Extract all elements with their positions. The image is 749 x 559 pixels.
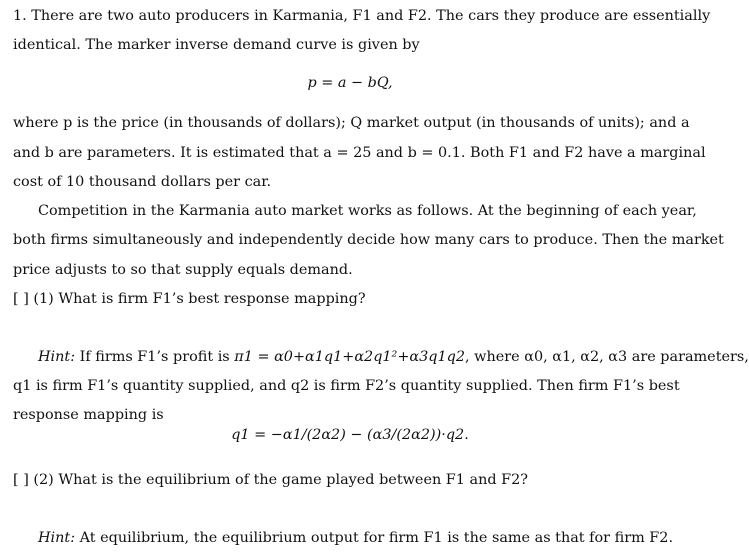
q1-line-5: cost of 10 thousand dollars per car. (13, 174, 272, 190)
hint-2-label: Hint: (38, 530, 76, 546)
hint-1-label: Hint: (38, 349, 76, 365)
q1-line-3: where p is the price (in thousands of dollars); Q market output (in thousands of units); and a (13, 115, 690, 131)
part-2-label: (2) What is the equilibrium of the game played between F1 and F2? (33, 472, 529, 488)
q1-line-2: identical. The marker inverse demand curve is given by (13, 37, 420, 53)
q1-line-4: and b are parameters. It is estimated that a = 25 and b = 0.1. Both F1 and F2 have a marginal (13, 145, 706, 161)
hint-2-text: At equilibrium, the equilibrium output for firm F1 is the same as that for firm F2. (79, 530, 674, 546)
hint-1-line-2: q1 is firm F1’s quantity supplied, and q2 is firm F2’s quantity supplied. Then firm F1’s best (13, 378, 680, 394)
part-2-question (13, 472, 528, 488)
hint-1-text-post: , where α0, α1, α2, α3 are parameters, (465, 349, 749, 365)
q1-line-1: 1. There are two auto producers in Karmania, F1 and F2. The cars they produce are essentially (13, 8, 711, 24)
paragraph-2-line-3: price adjusts to so that supply equals demand. (13, 262, 353, 278)
part-1-question (13, 291, 366, 307)
hint-1-line-1 (38, 349, 749, 365)
part-1-checkbox[interactable]: [ ] (13, 291, 29, 307)
paragraph-2-line-1: Competition in the Karmania auto market works as follows. At the beginning of each year, (38, 203, 697, 219)
hint-2-line (38, 530, 673, 546)
part-2-checkbox[interactable]: [ ] (13, 472, 29, 488)
demand-equation: p = a − bQ, (307, 75, 393, 91)
best-response-formula: q1 = −α1/(2α2) − (α3/(2α2))·q2. (231, 427, 469, 443)
hint-1-line-3: response mapping is (13, 407, 164, 423)
paragraph-2-line-2: both firms simultaneously and independently decide how many cars to produce. Then the market (13, 232, 724, 248)
profit-expression: π1 = α0+α1q1+α2q1²+α3q1q2 (234, 349, 465, 365)
part-1-label: (1) What is firm F1’s best response mapping? (33, 291, 366, 307)
hint-1-text-pre: If firms F1’s profit is (79, 349, 230, 365)
